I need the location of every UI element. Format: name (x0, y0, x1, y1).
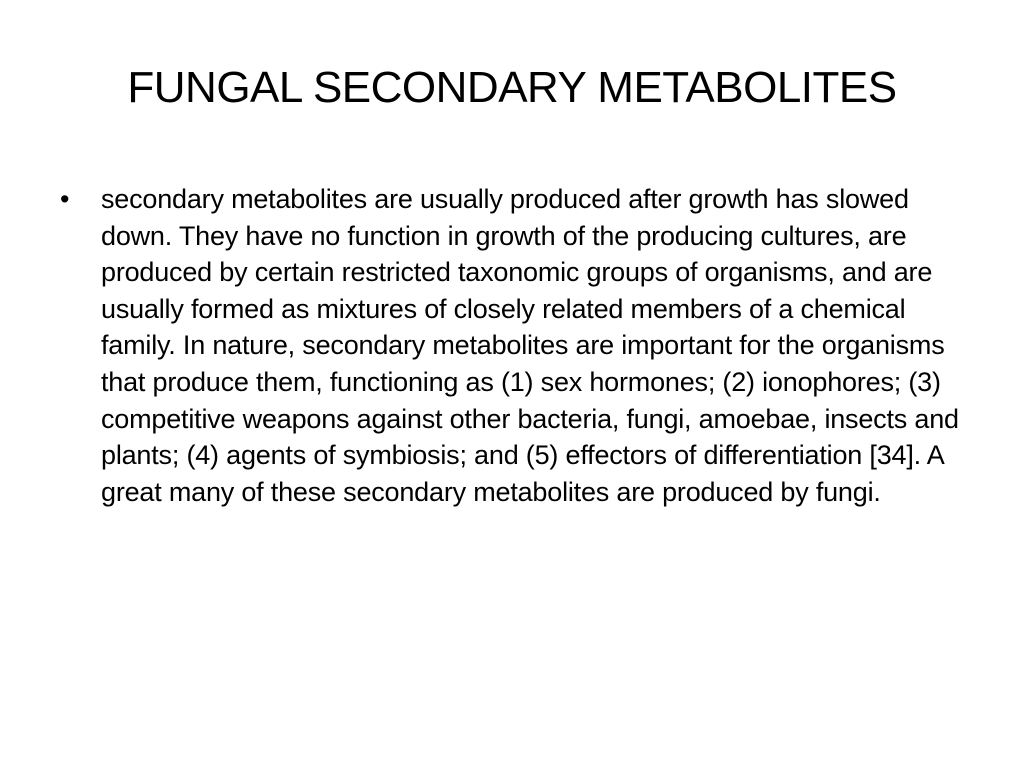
bullet-item (60, 181, 972, 510)
bullet-text: secondary metabolites are usually produced after growth has slowed down. They have no function in growth of the producing cultures, are produced by certain restricted taxonomic groups of organisms, and are usually formed as mixtures of closely related members of a chemical family. In nature, secondary metabolites are important for the organisms that produce them, functioning as (1) sex hormones; (2) ionophores; (3) competitive weapons against other bacteria, fungi, amoebae, insects and plants; (4) agents of symbiosis; and (5) effectors of differentiation [34]. A great many of these secondary metabolites are produced by fungi. (101, 184, 959, 507)
bullet-list (60, 181, 972, 510)
bullet-marker-icon: • (60, 184, 70, 214)
slide-title: FUNGAL SECONDARY METABOLITES (127, 63, 897, 112)
